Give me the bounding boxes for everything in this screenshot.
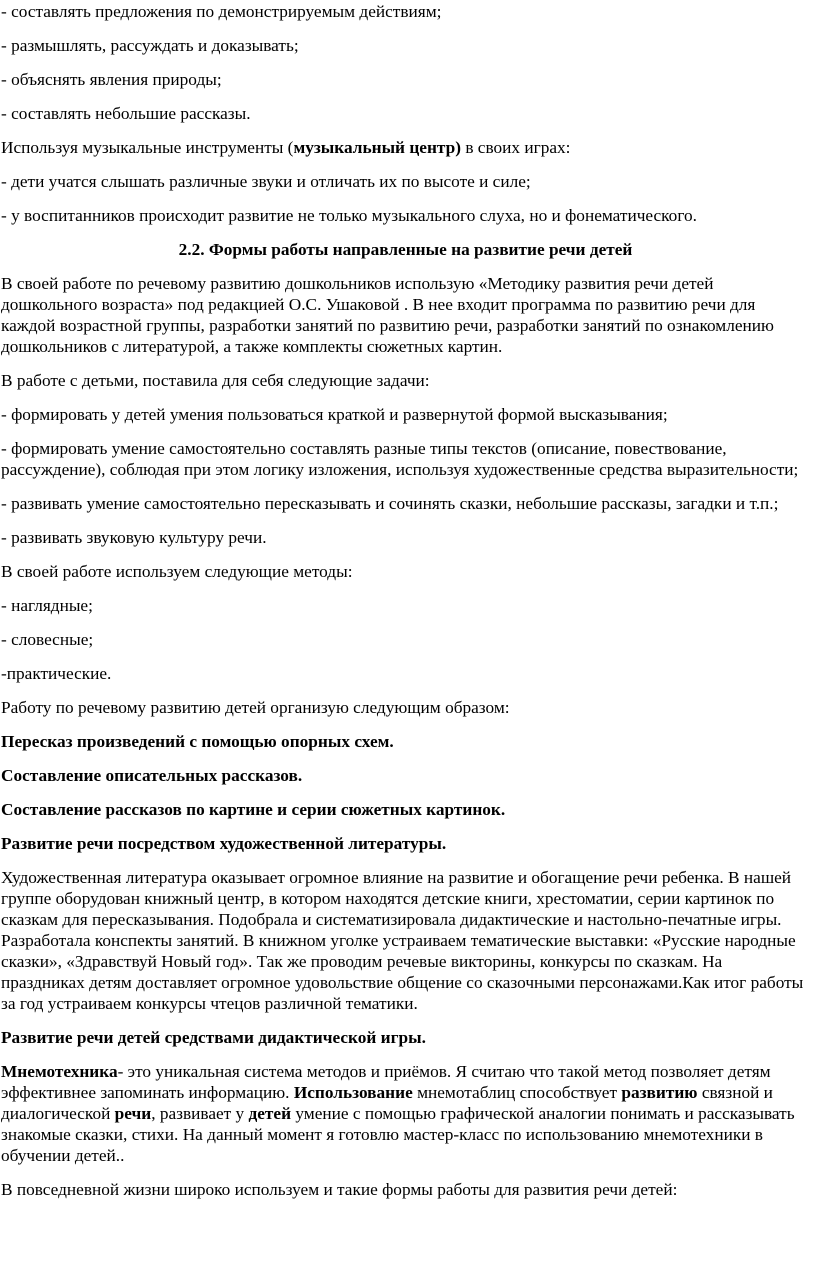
- methods-intro: В своей работе используем следующие методы:: [1, 562, 353, 581]
- intro-item: - составлять предложения по демонстрируемым действиям;: [1, 2, 442, 21]
- music-bold: музыкальный центр): [293, 138, 461, 157]
- didactic-heading: Развитие речи детей средствами дидактической игры.: [1, 1028, 426, 1047]
- mnemo-bold: развитию: [621, 1083, 698, 1102]
- mnemo-bold: детей: [248, 1104, 292, 1123]
- mnemo-text: - это уникальная система методов и приёмов. Я считаю что такой метод позволяет детям эффективнее запоминать информацию.: [1, 1062, 771, 1102]
- mnemo-bold: речи: [114, 1104, 152, 1123]
- intro-item: - размышлять, рассуждать и доказывать;: [1, 36, 299, 55]
- intro-item: - составлять небольшие рассказы.: [1, 104, 251, 123]
- mnemo-text: связной и диалогической: [1, 1083, 773, 1123]
- mnemo-text: мнемотаблиц способствует: [412, 1083, 622, 1102]
- bold-item: Составление описательных рассказов.: [1, 766, 303, 785]
- tasks-intro: В работе с детьми, поставила для себя следующие задачи:: [1, 371, 430, 390]
- bold-item: Составление рассказов по картине и серии сюжетных картинок.: [1, 800, 506, 819]
- bold-item: Развитие речи посредством художественной литературы.: [1, 834, 447, 853]
- method-item: - наглядные;: [1, 596, 93, 615]
- method-item: -практические.: [1, 664, 112, 683]
- closing-line: В повседневной жизни широко используем и такие формы работы для развития речи детей:: [1, 1180, 678, 1199]
- music-item: - у воспитанников происходит развитие не только музыкального слуха, но и фонематического.: [1, 206, 697, 225]
- method-item: - словесные;: [1, 630, 94, 649]
- mnemo-term: Мнемотехника: [1, 1062, 118, 1081]
- bold-item: Пересказ произведений с помощью опорных схем.: [1, 732, 394, 751]
- task-item: - развивать умение самостоятельно пересказывать и сочинять сказки, небольшие рассказы, загадки и т.п.;: [1, 494, 779, 513]
- task-item: - формировать у детей умения пользоваться краткой и развернутой формой высказывания;: [1, 405, 668, 424]
- music-post: в своих играх:: [461, 138, 571, 157]
- document-page: [0, 1, 816, 1200]
- task-item: - развивать звуковую культуру речи.: [1, 528, 267, 547]
- music-item: - дети учатся слышать различные звуки и отличать их по высоте и силе;: [1, 172, 531, 191]
- method-paragraph: В своей работе по речевому развитию дошкольников использую «Методику развития речи детей дошкольного возраста» под редакцией О.С. Ушаковой . В нее входит программа по развитию речи для каждой возрастной группы, разработки занятий по развитию речи, разработки занятий по ознакомлению дошкольников с литературой, а также комплекты сюжетных картин.: [1, 274, 774, 356]
- organization-intro: Работу по речевому развитию детей организую следующим образом:: [1, 698, 510, 717]
- mnemo-text: умение с помощью графической аналогии понимать и рассказывать знакомые сказки, стихи. На данный момент я готовлю мастер-класс по использованию мнемотехники в обучении детей..: [1, 1104, 795, 1165]
- mnemo-bold: Использование: [293, 1083, 413, 1102]
- music-paragraph: [1, 137, 810, 158]
- mnemo-paragraph: [1, 1061, 810, 1166]
- intro-item: - объяснять явления природы;: [1, 70, 222, 89]
- mnemo-text: , развивает у: [151, 1104, 249, 1123]
- music-pre: Используя музыкальные инструменты (: [1, 138, 294, 157]
- literature-paragraph: Художественная литература оказывает огромное влияние на развитие и обогащение речи ребенка. В нашей группе оборудован книжный центр, в котором находятся детские книги, хрестоматии, серии картинок по сказкам для пересказывания. Подобрала и систематизировала дидактические и настольно-печатные игры. Разработала конспекты занятий. В книжном уголке устраиваем тематические выставки: «Русские народные сказки», «Здравствуй Новый год». Так же проводим речевые викторины, конкурсы по сказкам. На праздниках детям доставляет огромное удовольствие общение со сказочными персонажами.Как итог работы за год устраиваем конкурсы чтецов различной тематики.: [1, 868, 804, 1013]
- task-item: - формировать умение самостоятельно составлять разные типы текстов (описание, повествование, рассуждение), соблюдая при этом логику изложения, используя художественные средства выразительности;: [1, 439, 799, 479]
- section-heading: 2.2. Формы работы направленные на развитие речи детей: [178, 240, 633, 259]
